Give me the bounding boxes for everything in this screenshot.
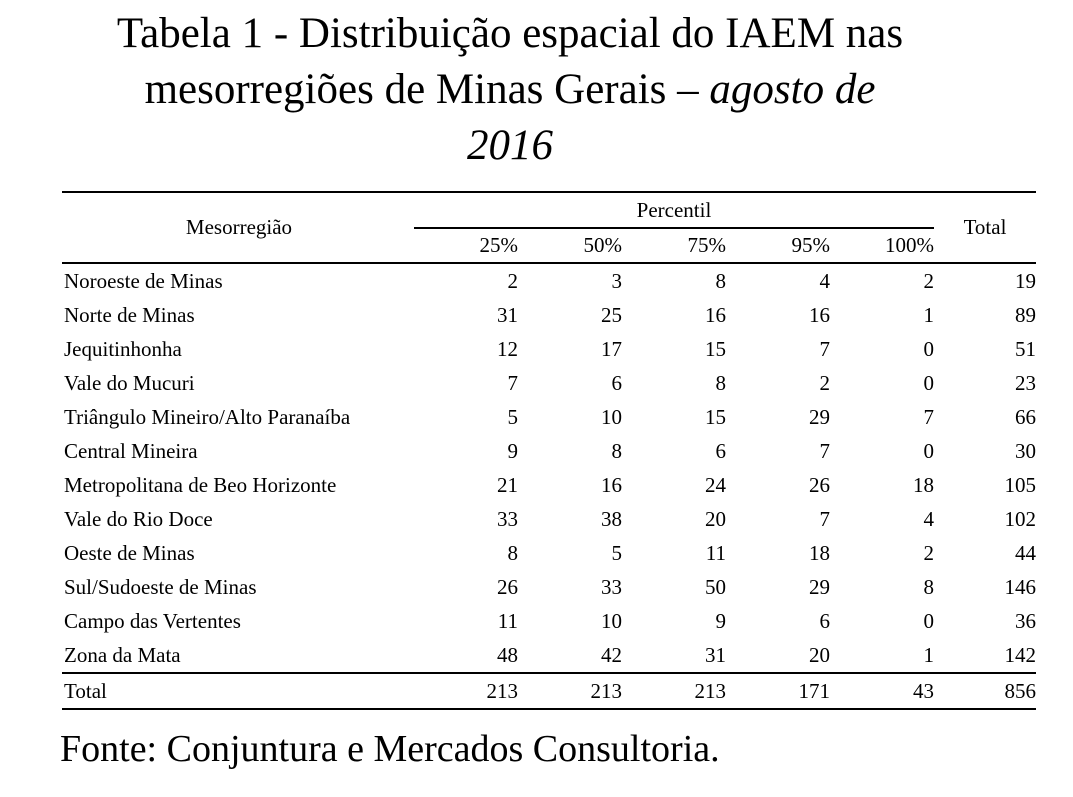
cell-total: 23 — [1015, 370, 1036, 395]
table-row — [62, 263, 1036, 298]
table-row — [62, 502, 1036, 536]
cell-p25: 12 — [497, 336, 518, 361]
cell-p50: 33 — [601, 574, 622, 599]
table-row — [62, 332, 1036, 366]
cell-p100: 1 — [923, 302, 934, 327]
cell-p25: 11 — [497, 608, 518, 633]
header-region: Mesorregião — [62, 192, 414, 263]
row-region: Sul/Sudoeste de Minas — [64, 574, 257, 599]
cell-p95: 29 — [809, 404, 830, 429]
table-row — [62, 570, 1036, 604]
cell-p100: 2 — [923, 268, 934, 293]
cell-p50: 5 — [611, 540, 622, 565]
row-region: Vale do Mucuri — [64, 370, 195, 395]
cell-total: 105 — [1004, 472, 1036, 497]
cell-p100: 4 — [923, 506, 934, 531]
row-region: Jequitinhonha — [64, 336, 182, 361]
source-note: Fonte: Conjuntura e Mercados Consultoria. — [60, 728, 720, 770]
cell-p25: 7 — [507, 370, 518, 395]
row-region: Norte de Minas — [64, 302, 195, 327]
cell-p100: 0 — [923, 370, 934, 395]
cell-p75: 24 — [705, 472, 726, 497]
cell-p95: 18 — [809, 540, 830, 565]
cell-p100: 0 — [923, 336, 934, 361]
cell-p50: 6 — [611, 370, 622, 395]
total-p95: 171 — [726, 673, 830, 709]
cell-p75: 31 — [705, 642, 726, 667]
cell-p25: 48 — [497, 642, 518, 667]
totals-label: Total — [62, 673, 414, 709]
title-line-2 — [40, 62, 980, 118]
row-region: Vale do Rio Doce — [64, 506, 213, 531]
table-body — [62, 263, 1036, 709]
cell-p75: 20 — [705, 506, 726, 531]
cell-p25: 5 — [507, 404, 518, 429]
cell-p25: 9 — [507, 438, 518, 463]
header-percentil: Percentil — [414, 192, 934, 228]
header-total: Total — [934, 192, 1036, 263]
cell-p95: 29 — [809, 574, 830, 599]
row-region: Oeste de Minas — [64, 540, 195, 565]
table-row — [62, 638, 1036, 673]
row-region: Zona da Mata — [64, 642, 181, 667]
cell-p50: 10 — [601, 608, 622, 633]
header-p50: 50% — [518, 228, 622, 263]
row-region: Noroeste de Minas — [64, 268, 223, 293]
row-region: Central Mineira — [64, 438, 198, 463]
cell-p100: 0 — [923, 608, 934, 633]
cell-p100: 1 — [923, 642, 934, 667]
grand-total: 856 — [934, 673, 1036, 709]
cell-total: 142 — [1004, 642, 1036, 667]
cell-p75: 9 — [715, 608, 726, 633]
cell-p75: 6 — [715, 438, 726, 463]
cell-p75: 15 — [705, 404, 726, 429]
cell-p95: 16 — [809, 302, 830, 327]
cell-p100: 2 — [923, 540, 934, 565]
total-p100: 43 — [830, 673, 934, 709]
title-line-2-italic: agosto de — [709, 66, 876, 113]
cell-total: 51 — [1015, 336, 1036, 361]
table-title — [40, 6, 980, 174]
header-p25: 25% — [414, 228, 518, 263]
cell-p95: 2 — [819, 370, 830, 395]
cell-p75: 8 — [715, 370, 726, 395]
total-p75: 213 — [622, 673, 726, 709]
row-region: Metropolitana de Beo Horizonte — [64, 472, 337, 497]
title-line-3-italic: 2016 — [467, 122, 553, 169]
cell-p25: 31 — [497, 302, 518, 327]
cell-p75: 8 — [715, 268, 726, 293]
header-p75: 75% — [622, 228, 726, 263]
cell-total: 89 — [1015, 302, 1036, 327]
total-p50: 213 — [518, 673, 622, 709]
title-line-2-text: mesorregiões de Minas Gerais – — [144, 66, 710, 113]
cell-p75: 11 — [705, 540, 726, 565]
header-p100: 100% — [830, 228, 934, 263]
cell-p95: 7 — [819, 336, 830, 361]
title-line-3 — [40, 118, 980, 174]
table-row — [62, 434, 1036, 468]
cell-p75: 16 — [705, 302, 726, 327]
cell-p100: 18 — [913, 472, 934, 497]
cell-total: 30 — [1015, 438, 1036, 463]
distribution-table — [62, 191, 1036, 710]
table-row — [62, 298, 1036, 332]
cell-p50: 3 — [611, 268, 622, 293]
table-row — [62, 536, 1036, 570]
table-row — [62, 366, 1036, 400]
table-row — [62, 400, 1036, 434]
cell-p95: 7 — [819, 438, 830, 463]
cell-p25: 2 — [507, 268, 518, 293]
cell-p50: 8 — [611, 438, 622, 463]
cell-p50: 17 — [601, 336, 622, 361]
table-row — [62, 604, 1036, 638]
row-region: Campo das Vertentes — [64, 608, 241, 633]
totals-row — [62, 673, 1036, 709]
title-line-1: Tabela 1 - Distribuição espacial do IAEM nas — [116, 10, 904, 57]
cell-p95: 26 — [809, 472, 830, 497]
cell-p50: 16 — [601, 472, 622, 497]
cell-p100: 0 — [923, 438, 934, 463]
cell-p75: 15 — [705, 336, 726, 361]
table-row — [62, 468, 1036, 502]
cell-total: 19 — [1015, 268, 1036, 293]
cell-p50: 38 — [601, 506, 622, 531]
cell-total: 66 — [1015, 404, 1036, 429]
cell-p50: 10 — [601, 404, 622, 429]
cell-p25: 33 — [497, 506, 518, 531]
cell-p75: 50 — [705, 574, 726, 599]
row-region: Triângulo Mineiro/Alto Paranaíba — [64, 404, 351, 429]
table-header — [62, 192, 1036, 263]
cell-total: 102 — [1004, 506, 1036, 531]
cell-p95: 7 — [819, 506, 830, 531]
cell-total: 146 — [1004, 574, 1036, 599]
cell-p25: 26 — [497, 574, 518, 599]
cell-p50: 42 — [601, 642, 622, 667]
header-row-1 — [62, 192, 1036, 228]
cell-total: 36 — [1015, 608, 1036, 633]
total-p25: 213 — [414, 673, 518, 709]
cell-p50: 25 — [601, 302, 622, 327]
cell-p100: 8 — [923, 574, 934, 599]
cell-total: 44 — [1015, 540, 1036, 565]
cell-p95: 6 — [819, 608, 830, 633]
cell-p25: 8 — [507, 540, 518, 565]
cell-p95: 4 — [819, 268, 830, 293]
cell-p100: 7 — [923, 404, 934, 429]
cell-p95: 20 — [809, 642, 830, 667]
cell-p25: 21 — [497, 472, 518, 497]
header-p95: 95% — [726, 228, 830, 263]
